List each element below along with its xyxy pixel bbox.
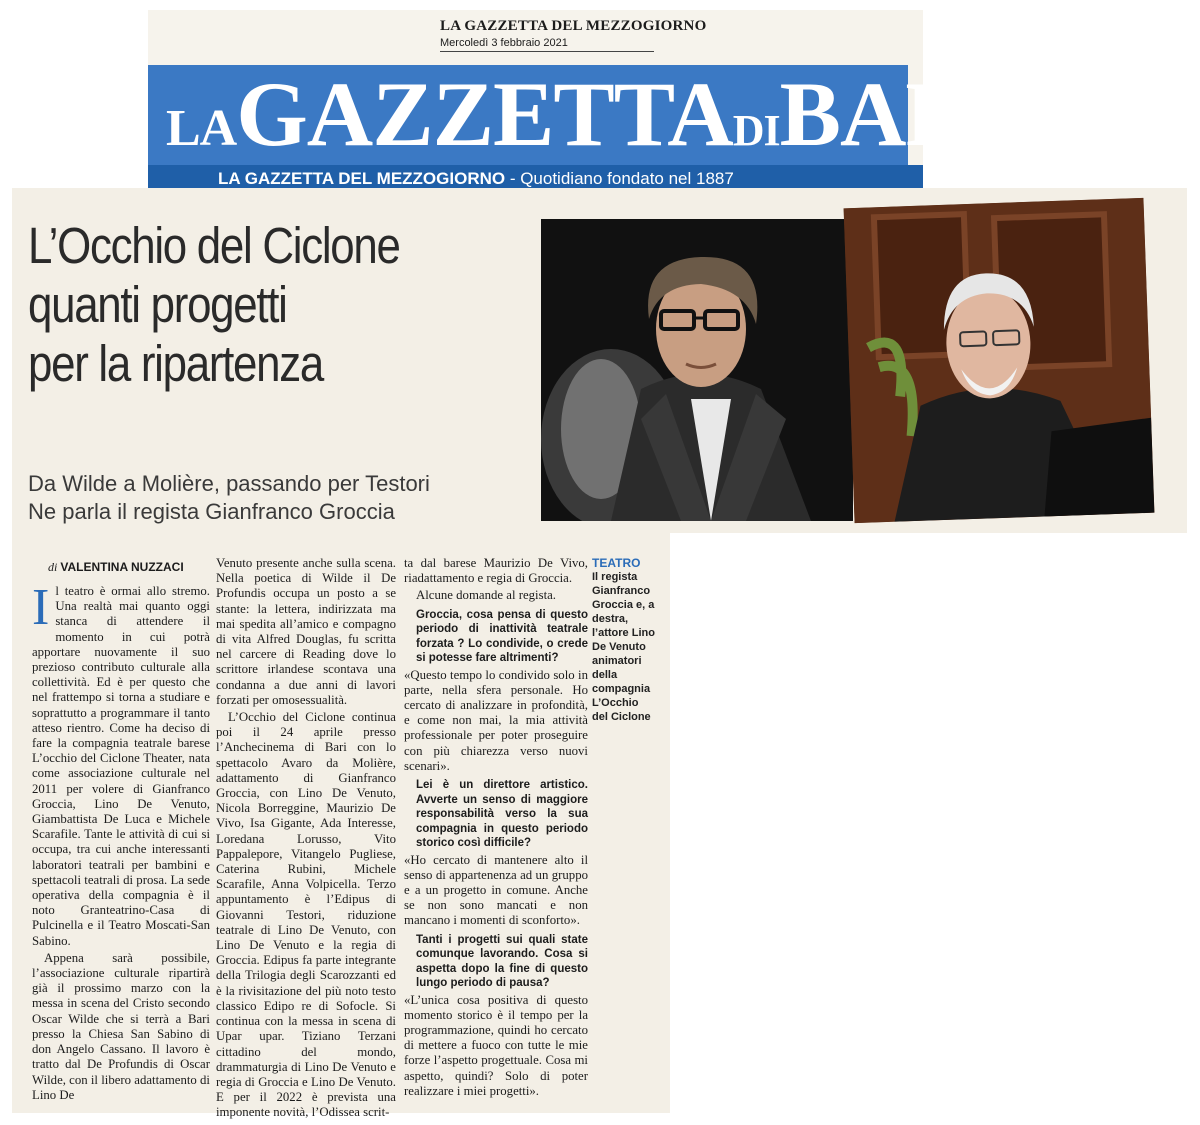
- drop-cap: I: [32, 579, 50, 636]
- subhead-line: Ne parla il regista Gianfranco Groccia: [28, 499, 395, 524]
- newspaper-masthead: [148, 10, 1006, 190]
- article-column-1: [32, 579, 210, 1105]
- photo-director: [541, 219, 853, 521]
- logo-di: DI: [732, 106, 780, 155]
- interview-answer: «L’unica cosa positiva di questo momento storico è il tempo per la programmazione, quindi ho cercato di mettere a fuoco con tutte le mie forze l’aspetto progettuale. Cosa mi aspetto, quindi? Solo di poter realizzare i miei progetti».: [404, 992, 588, 1098]
- article-subheadline: [28, 470, 548, 526]
- photo-actor: [844, 198, 1155, 523]
- photo-caption: [592, 556, 672, 724]
- interview-question: Tanti i progetti sui quali state comunque lavorando. Cosa si aspetta dopo la fine di questo lungo periodo di pausa?: [416, 933, 588, 990]
- subhead-line: Da Wilde a Molière, passando per Testori: [28, 471, 430, 496]
- paragraph: Appena sarà possibile, l’associazione culturale ripartirà già il prossimo marzo con la messa in scena del Cristo secondo Oscar Wilde che si terrà a Bari presso la Chiesa San Sabino di don Angelo Cassano. Il lavoro è tratto dal De Profundis di Oscar Wilde, con il libero adattamento di Lino De: [32, 950, 210, 1102]
- caption-text: Il regista Gianfranco Groccia e, a destra, l’attore Lino De Venuto animatori della compagnia L’Occhio del Ciclone: [592, 571, 655, 723]
- interview-question: Groccia, cosa pensa di questo periodo di inattività teatrale forzata ? Lo condivide, o crede si potesse fare altrimenti?: [416, 608, 588, 665]
- logo-la: LA: [166, 100, 237, 157]
- byline-prefix: di: [48, 560, 58, 574]
- paragraph: ta dal barese Maurizio De Vivo, riadattamento e regia di Groccia.: [404, 556, 588, 586]
- interview-question: Lei è un direttore artistico. Avverte un senso di maggiore responsabilità verso la sua compagnia in questo periodo storico così difficile?: [416, 779, 588, 850]
- interview-answer: «Ho cercato di mantenere alto il senso di appartenenza ad un gruppo e a un progetto in comune. Anche se non sono mancati e non mancano i momenti di sconforto».: [404, 852, 588, 928]
- masthead-sub-name: LA GAZZETTA DEL MEZZOGIORNO: [218, 169, 506, 188]
- paragraph: L’Occhio del Ciclone continua poi il 24 aprile presso l’Anchecinema di Bari con lo spettacolo Avaro da Molière, adattamento di Gianfranco Groccia, con Lino De Venuto, Nicola Borreggine, Maurizio De Vivo, Isa Gigante, Ada Interesse, Loredana Lorusso, Vito Pappalepore, Vitangelo Pugliese, Caterina Rubini, Michele Scarafile, Anna Volpicella. Terzo appuntamento è l’Edipus di Giovanni Testori, riduzione teatrale di Lino De Venuto, con Lino De Venuto e la regia di Groccia. Edipus fa parte integrante della Trilogia degli Scarozzanti ed è la rivisitazione del più noto testo classico Edipo re di Sofocle. Si continua con la messa in scena di Upar upar. Tiziano Terzani cittadino del mondo, drammaturgia di Lino De Venuto e regia di Groccia e Lino De Venuto. E per il 2022 è prevista una imponente novità, l’Odissea scrit-: [216, 710, 396, 1120]
- article-byline: [48, 560, 184, 575]
- article-headline: [28, 216, 548, 393]
- paragraph: Venuto presente anche sulla scena. Nella poetica di Wilde il De Profundis occupa un posto a se stante: la lettera, indirizzata ma mai spedita all’amico e compagno di vita Alfred Douglas, fu scritta nel carcere di Reading dove lo scrittore irlandese scontava una condanna a due anni di lavori forzati per omosessualità.: [216, 556, 396, 707]
- director-illustration: [541, 219, 853, 521]
- masthead-top-name: LA GAZZETTA DEL MEZZOGIORNO: [440, 18, 707, 34]
- headline-line: L’Occhio del Ciclone: [28, 217, 400, 274]
- paragraph: Alcune domande al regista.: [416, 588, 557, 603]
- article-column-2: [216, 556, 396, 1123]
- masthead-date: Mercoledì 3 febbraio 2021: [440, 37, 654, 52]
- caption-section-label: TEATRO: [592, 556, 641, 570]
- paragraph: l teatro è ormai allo stremo. Una realtà mai quanto oggi stanca di attendere il momento in cui potrà apportare nuovamente il suo prezioso contributo culturale alla collettività. Ed è per questo che nel frattempo si torna a studiare e soprattutto a programmare il tanto atteso rientro. Come ha deciso di fare la compagnia teatrale barese L’occhio del Ciclone Theater, nata come associazione culturale nel 2011 per volere di Gianfranco Groccia, Lino De Venuto, Giambattista De Luca e Michele Scarafile. Tante le attività di cui si occupa, tra cui anche interessanti laboratori teatrali per bambini e spettacoli teatrali di prosa. La sede operativa della compagnia è il noto Granteatrino-Casa di Pulcinella e il Teatro Moscati-San Sabino.: [32, 584, 210, 948]
- article-column-3: [404, 556, 588, 1101]
- interview-answer: «Questo tempo lo condivido solo in parte, nella sfera personale. Ho cercato di analizzare in profondità, e come non mai, la mia attività professionale per poter proseguire con più chiarezza verso nuovi scenari».: [404, 667, 588, 773]
- masthead-sub-tagline: - Quotidiano fondato nel 1887: [505, 169, 734, 188]
- byline-author: VALENTINA NUZZACI: [60, 560, 184, 574]
- logo-bari: BARI: [779, 63, 1006, 165]
- masthead-logo-band: [148, 63, 1006, 165]
- logo-gazzetta: GAZZETTA: [236, 63, 733, 165]
- actor-illustration: [844, 198, 1155, 523]
- headline-line: quanti progetti: [28, 276, 287, 333]
- headline-line: per la ripartenza: [28, 335, 324, 392]
